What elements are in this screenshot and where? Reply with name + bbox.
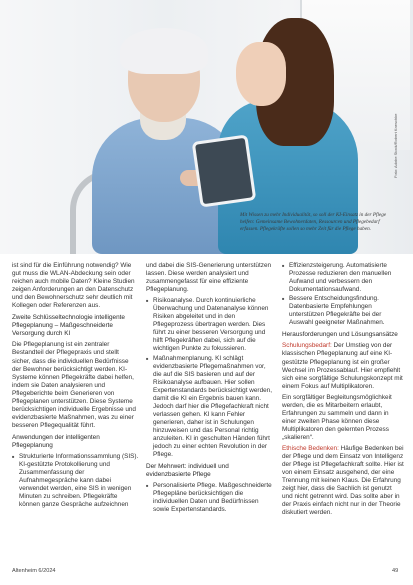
list-item: ■ Effizienzsteigerung. Automatisierte Prozesse reduzieren den manuellen Aufwand und verbessern den Dokumentationsaufwand. <box>282 262 404 294</box>
magazine-issue: Altenheim 6/2024 <box>12 568 56 574</box>
photo-nurse-face <box>236 42 286 106</box>
section-heading: Zweite Schlüsseltechnologie intelligente Pflegeplanung – Maßgeschneiderte Versorgung durch KI <box>12 314 125 338</box>
list-item: ■ Maßnahmenplanung. KI schlägt evidenzbasierte Pflegemaßnahmen vor, die auf die SIS basieren und auf der Risikoanalyse aufbauen. Hier sollen Expertenstandards berücksichtigt werden, damit die KI ein Ergebnis bauen kann. Jedoch darf hier die Pflegefachkraft nicht verlassen gehen. KI kann Fehler generieren, daher ist in Schulungen hinzuweisen und das Personal richtig anzuleiten. KI in geschulten Händen führt jedoch zu einer echten Revolution in der Pflege. <box>146 355 274 460</box>
paragraph <box>282 445 404 517</box>
paragraph: und dabei die SIS-Generierung unterstützen lassen. Diese werden analysiert und zusammengefasst für eine effiziente Pflegeplanung. <box>146 262 272 294</box>
list-item: ■ Strukturierte Informationssammlung (SIS). KI-gestützte Protokollierung und Zusammenfassung der Aufnahmegespräche kann dabei verwendet werden, eine SIS in wenigen Minuten zu schreiben. Pflegekräfte können ganze Gespräche aufzeichnen <box>12 453 139 509</box>
page-number: 49 <box>392 568 399 574</box>
bullet-list <box>146 482 274 514</box>
paragraph: Ein sorgfältiger Begleitungsmöglichkeit werden, die es Mitarbeitern erlaubt, Erfahrungen zu sammeln und dann in einer zweiten Phase können diese Multiplikatoren den gelernten Prozess „skalieren“. <box>282 393 392 441</box>
subsection-heading: Anwendungen der intelligenten Pflegeplanung <box>12 433 100 449</box>
photo-caption: Mit Wissen zu mehr Individualität, so soll der KI-Einsatz in der Pflege helfen: Gemeinsame Bewohnerdaten, Ressourcen und Pflegebedarf erfassen. Pflegekräfte sollen so mehr Zeit für die Pflege haben. <box>240 212 387 233</box>
paragraph: Die Pflegeplanung ist ein zentraler Bestandteil der Pflegepraxis und stellt sicher, dass die individuellen Bedürfnisse der Bewohner berücksichtigt werden. KI-Systeme können Pflegekräfte dabei helfen, indem sie Daten analysieren und Pflegeberichte beim Generieren von Pflegeplanen unterstützen. Diese Systeme berücksichtigen individuelle Ergebnisse und evidenzbasierte Maßnahmen, was zu einer besseren Pflegequalität führt. <box>12 341 136 429</box>
bullet-list <box>12 453 139 509</box>
section-heading: Herausforderungen und Lösungsansätze <box>282 331 398 339</box>
text-column-1 <box>12 262 139 512</box>
paragraph-body: Häufige Bedenken bei der Pflege und dem Einsatz von Intelligenz der Pflege ist Pflegefachkraft sollte. Hier ist von einem Einsatz ausgehend, der eine Trennung mit keinen Klaus. Die Erfahrung zeigt hier, dass die Sachlich ist genutzt und nicht getrennt wird. Das sollte aber in der Praxis einfach nicht nur in der Theorie diskutiert werden. <box>282 444 404 517</box>
list-item: ■ Personalisierte Pflege. Maßgeschneiderte Pflegepläne berücksichtigen die individuellen Daten und Bedürfnissen sowie Expertenstandards. <box>146 482 274 514</box>
section-heading: Der Mehrwert: individuell und evidenzbasierte Pflege <box>146 463 229 479</box>
tablet-icon <box>192 134 257 207</box>
photo-elderly-woman-hair <box>120 28 208 74</box>
bullet-list <box>282 262 404 327</box>
list-item: ■ Risikoanalyse. Durch kontinuierliche Überwachung und Datenanalyse können Risiken abgeleitet und in den Pflegeprozess übertragen werden. Dies führt zu einer besseren Versorgung und hilft Pflegekräften dabei, sich auf die wichtigen Punkte zu fokussieren. <box>146 297 274 353</box>
paragraph: ist sind für die Einführung notwendig? Wie gut muss die WLAN-Abdeckung sein oder reichen auch mobile Daten? Kleine Studien zeigen Anforderungen an den Datenschutz und den Bewohnerschutz sehr deutlich mit Kollegen oder Referenzen aus. <box>12 262 135 310</box>
bullet-list <box>146 297 274 459</box>
paragraph-body: Der Umstieg von der klassischen Pflegeplanung auf eine KI-gestützte Pflegeplanung ist ein großer Wechsel im Prozessablauf. Hier empfiehlt sich eine sorgfältige Schulungskonzept mit einem Fokus auf Multiplikatoren. <box>282 342 403 390</box>
hero-photo <box>0 0 413 254</box>
list-item: ■ Bessere Entscheidungsfindung. Datenbasierte Empfehlungen unterstützen Pflegekräfte bei der Auswahl geeigneter Maßnahmen. <box>282 295 404 327</box>
text-column-2 <box>146 262 274 517</box>
inline-lead: Ethische Bedenken: <box>282 444 339 452</box>
photo-credit: Foto: Adobe Stock/Robert Kneschke <box>393 113 398 178</box>
text-column-3 <box>282 262 404 520</box>
paragraph <box>282 342 404 390</box>
inline-lead: Schulungsbedarf: <box>282 342 332 350</box>
